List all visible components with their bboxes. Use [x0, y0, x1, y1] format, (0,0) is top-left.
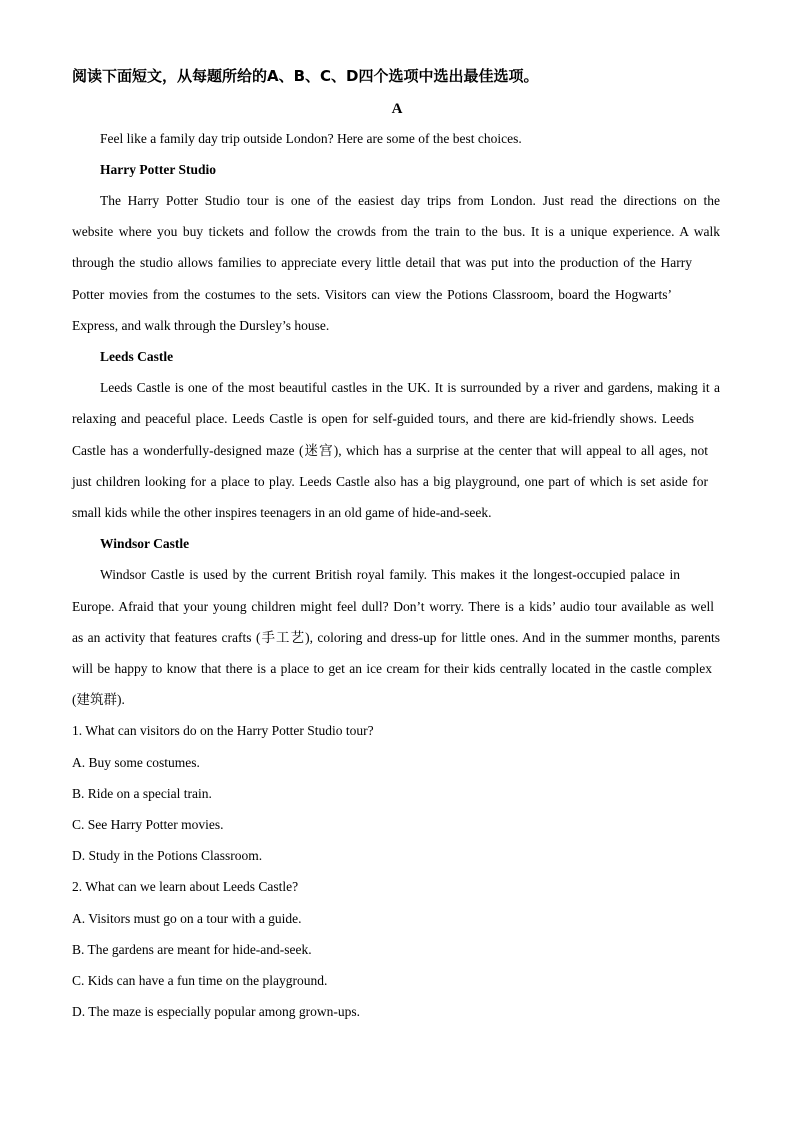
- paragraph-line: Potter movies from the costumes to the sets. Visitors can view the Potions Classroom, board the Hogwarts’: [72, 287, 672, 302]
- section-heading-harry-potter: Harry Potter Studio: [100, 162, 216, 177]
- paragraph-line: Windsor Castle is used by the current British royal family. This makes it the longest-occupied palace in: [100, 567, 680, 582]
- question-stem-1: 1. What can visitors do on the Harry Potter Studio tour?: [72, 723, 374, 738]
- paragraph-line: just children looking for a place to play. Leeds Castle also has a big playground, one part of which is set aside for: [72, 474, 708, 489]
- question-1-option-a: A. Buy some costumes.: [72, 755, 200, 770]
- section-label: A: [391, 101, 403, 117]
- section-heading-leeds-castle: Leeds Castle: [100, 349, 174, 364]
- paragraph-line: Leeds Castle is one of the most beautiful castles in the UK. It is surrounded by a river and gardens, making it a: [100, 380, 720, 395]
- question-2-option-d: D. The maze is especially popular among grown-ups.: [72, 1004, 361, 1019]
- section-heading-windsor-castle: Windsor Castle: [100, 536, 190, 551]
- paragraph-line: (建筑群).: [72, 692, 125, 707]
- intro-paragraph: Feel like a family day trip outside London? Here are some of the best choices.: [100, 131, 522, 146]
- instruction-text: 阅读下面短文，从每题所给的A、B、C、D四个选项中选出最佳选项。: [72, 67, 539, 85]
- question-stem-2: 2. What can we learn about Leeds Castle?: [72, 879, 299, 894]
- question-2-option-c: C. Kids can have a fun time on the playground.: [72, 973, 328, 988]
- question-1-option-b: B. Ride on a special train.: [72, 786, 212, 801]
- paragraph-line: small kids while the other inspires teenagers in an old game of hide-and-seek.: [72, 505, 492, 520]
- paragraph-line: Express, and walk through the Dursley’s house.: [72, 318, 330, 333]
- paragraph-line: Europe. Afraid that your young children might feel dull? Don’t worry. There is a kids’ audio tour available as well: [72, 599, 714, 614]
- paragraph-line: relaxing and peaceful place. Leeds Castle is open for self-guided tours, and there are kid-friendly shows. Leeds: [72, 411, 694, 426]
- question-2-option-b: B. The gardens are meant for hide-and-seek.: [72, 942, 312, 957]
- paragraph-line: through the studio allows families to appreciate every little detail that was put into the production of the Harry: [72, 255, 692, 270]
- paragraph-line: as an activity that features crafts (手工艺), coloring and dress-up for little ones. And in the summer months, parents: [72, 630, 720, 645]
- paragraph-line: Castle has a wonderfully-designed maze (迷宫), which has a surprise at the center that will appeal to all ages, not: [72, 443, 708, 458]
- paragraph-line: will be happy to know that there is a place to get an ice cream for their kids centrally located in the castle complex: [72, 661, 712, 676]
- question-1-option-d: D. Study in the Potions Classroom.: [72, 848, 263, 863]
- question-1-option-c: C. See Harry Potter movies.: [72, 817, 224, 832]
- paragraph-line: website where you buy tickets and follow the crowds from the train to the bus. It is a unique experience. A walk: [72, 224, 720, 239]
- paragraph-line: The Harry Potter Studio tour is one of the easiest day trips from London. Just read the directions on the: [100, 193, 720, 208]
- question-2-option-a: A. Visitors must go on a tour with a guide.: [72, 911, 302, 926]
